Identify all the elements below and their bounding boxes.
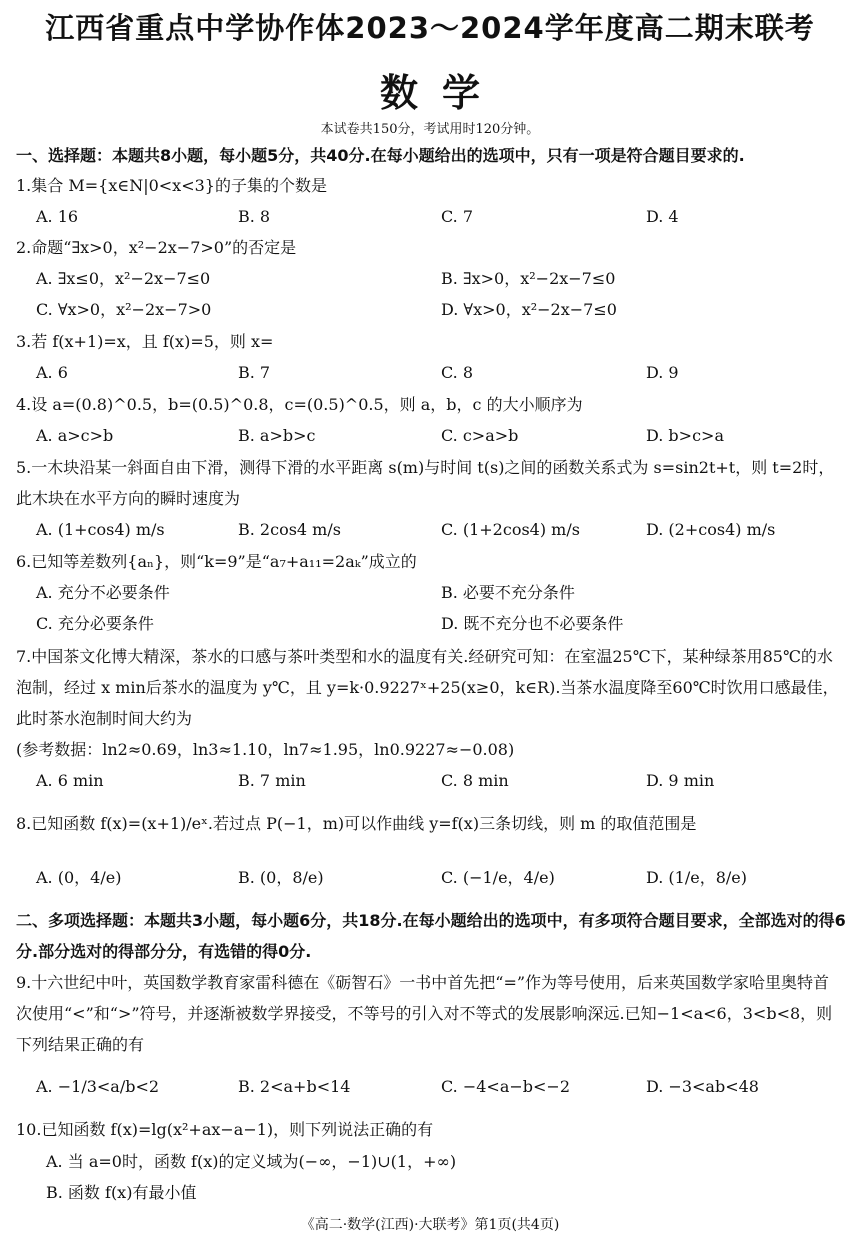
question-6-option-d: D. 既不充分也不必要条件	[441, 614, 624, 633]
question-3-option-b: B. 7	[238, 363, 271, 382]
question-1-option-d: D. 4	[646, 207, 679, 226]
question-9-option-c: C. −4<a−b<−2	[441, 1077, 571, 1096]
question-9-stem: 9.十六世纪中叶，英国数学教育家雷科德在《砺智石》一书中首先把“=”作为等号使用，后来英国数学家哈里奥特首次使用“<”和“>”符号，并逐渐被数学界接受，不等号的引入对不等式的发展影响深远.已知−1<a<6，3<b<8，则下列结果正确的有	[16, 973, 833, 1054]
question-7-stem: 7.中国茶文化博大精深，茶水的口感与茶叶类型和水的温度有关.经研究可知：在室温25℃下，某种绿茶用85℃的水泡制，经过 x min后茶水的温度为 y℃，且 y=k·0.9227ˣ+25(x≥0，k∈R).当茶水温度降至60℃时饮用口感最佳，此时茶水泡制时间大约为	[16, 647, 839, 728]
question-5-option-b: B. 2cos4 m/s	[238, 520, 341, 539]
question-6-option-a: A. 充分不必要条件	[36, 583, 170, 602]
question-7-option-a: A. 6 min	[36, 771, 104, 790]
question-1-option-c: C. 7	[441, 207, 474, 226]
question-4-option-d: D. b>c>a	[646, 426, 724, 445]
question-5-option-d: D. (2+cos4) m/s	[646, 520, 776, 539]
page-footer: 《高二·数学(江西)·大联考》第1页(共4页)	[300, 1217, 560, 1233]
question-5-stem: 5.一木块沿某一斜面自由下滑，测得下滑的水平距离 s(m)与时间 t(s)之间的函数关系式为 s=sin2t+t，则 t=2时，此木块在水平方向的瞬时速度为	[16, 458, 835, 508]
question-3-option-a: A. 6	[36, 363, 68, 382]
question-2-stem: 2.命题“∃x>0，x²−2x−7>0”的否定是	[16, 238, 297, 257]
question-8-option-d: D. (1/e，8/e)	[646, 868, 747, 887]
question-3-option-d: D. 9	[646, 363, 679, 382]
question-6-option-b: B. 必要不充分条件	[441, 583, 575, 602]
exam-title: 江西省重点中学协作体2023～2024学年度高二期末联考	[45, 11, 815, 45]
question-2-option-d: D. ∀x>0，x²−2x−7≤0	[441, 300, 617, 319]
question-10-option-a: A. 当 a=0时，函数 f(x)的定义域为(−∞，−1)∪(1，+∞)	[46, 1152, 457, 1171]
question-4-option-a: A. a>c>b	[36, 426, 114, 445]
question-8-stem: 8.已知函数 f(x)=(x+1)/eˣ.若过点 P(−1，m)可以作曲线 y=f(x)三条切线，则 m 的取值范围是	[16, 814, 697, 833]
question-2-option-c: C. ∀x>0，x²−2x−7>0	[36, 300, 212, 319]
subject-title: 数学	[379, 71, 504, 115]
question-10-stem: 10.已知函数 f(x)=lg(x²+ax−a−1)，则下列说法正确的有	[16, 1120, 434, 1139]
question-3-option-c: C. 8	[441, 363, 474, 382]
question-6-stem: 6.已知等差数列{aₙ}，则“k=9”是“a₇+a₁₁=2aₖ”成立的	[16, 552, 417, 571]
question-1-option-a: A. 16	[36, 207, 79, 226]
section-heading-single-choice: 一、选择题：本题共8小题，每小题5分，共40分.在每小题给出的选项中，只有一项是符合题目要求的.	[16, 146, 745, 165]
question-7-option-c: C. 8 min	[441, 771, 509, 790]
question-4-option-b: B. a>b>c	[238, 426, 316, 445]
question-7-reference-data: (参考数据：ln2≈0.69，ln3≈1.10，ln7≈1.95，ln0.9227≈−0.08)	[16, 740, 515, 759]
question-9-option-d: D. −3<ab<48	[646, 1077, 759, 1096]
section-heading-multiple-choice: 二、多项选择题：本题共3小题，每小题6分，共18分.在每小题给出的选项中，有多项符合题目要求，全部选对的得6分.部分选对的得部分分，有选错的得0分.	[16, 911, 846, 961]
question-4-option-c: C. c>a>b	[441, 426, 519, 445]
question-9-option-a: A. −1/3<a/b<2	[36, 1077, 160, 1096]
question-5-option-a: A. (1+cos4) m/s	[36, 520, 165, 539]
question-6-option-c: C. 充分必要条件	[36, 614, 154, 633]
question-9-option-b: B. 2<a+b<14	[238, 1077, 351, 1096]
question-8-option-b: B. (0，8/e)	[238, 868, 324, 887]
question-3-stem: 3.若 f(x+1)=x，且 f(x)=5，则 x=	[16, 332, 274, 351]
question-1-stem: 1.集合 M={x∈N|0<x<3}的子集的个数是	[16, 176, 327, 195]
question-1-option-b: B. 8	[238, 207, 271, 226]
exam-note: 本试卷共150分，考试用时120分钟。	[320, 122, 540, 137]
question-4-stem: 4.设 a=(0.8)^0.5，b=(0.5)^0.8，c=(0.5)^0.5，则 a，b，c 的大小顺序为	[16, 395, 583, 414]
question-2-option-b: B. ∃x>0，x²−2x−7≤0	[441, 269, 616, 288]
question-8-option-a: A. (0，4/e)	[36, 868, 122, 887]
question-8-option-c: C. (−1/e，4/e)	[441, 868, 555, 887]
question-7-option-d: D. 9 min	[646, 771, 715, 790]
question-10-option-b: B. 函数 f(x)有最小值	[46, 1183, 197, 1202]
question-7-option-b: B. 7 min	[238, 771, 306, 790]
question-5-option-c: C. (1+2cos4) m/s	[441, 520, 580, 539]
question-2-option-a: A. ∃x≤0，x²−2x−7≤0	[36, 269, 211, 288]
